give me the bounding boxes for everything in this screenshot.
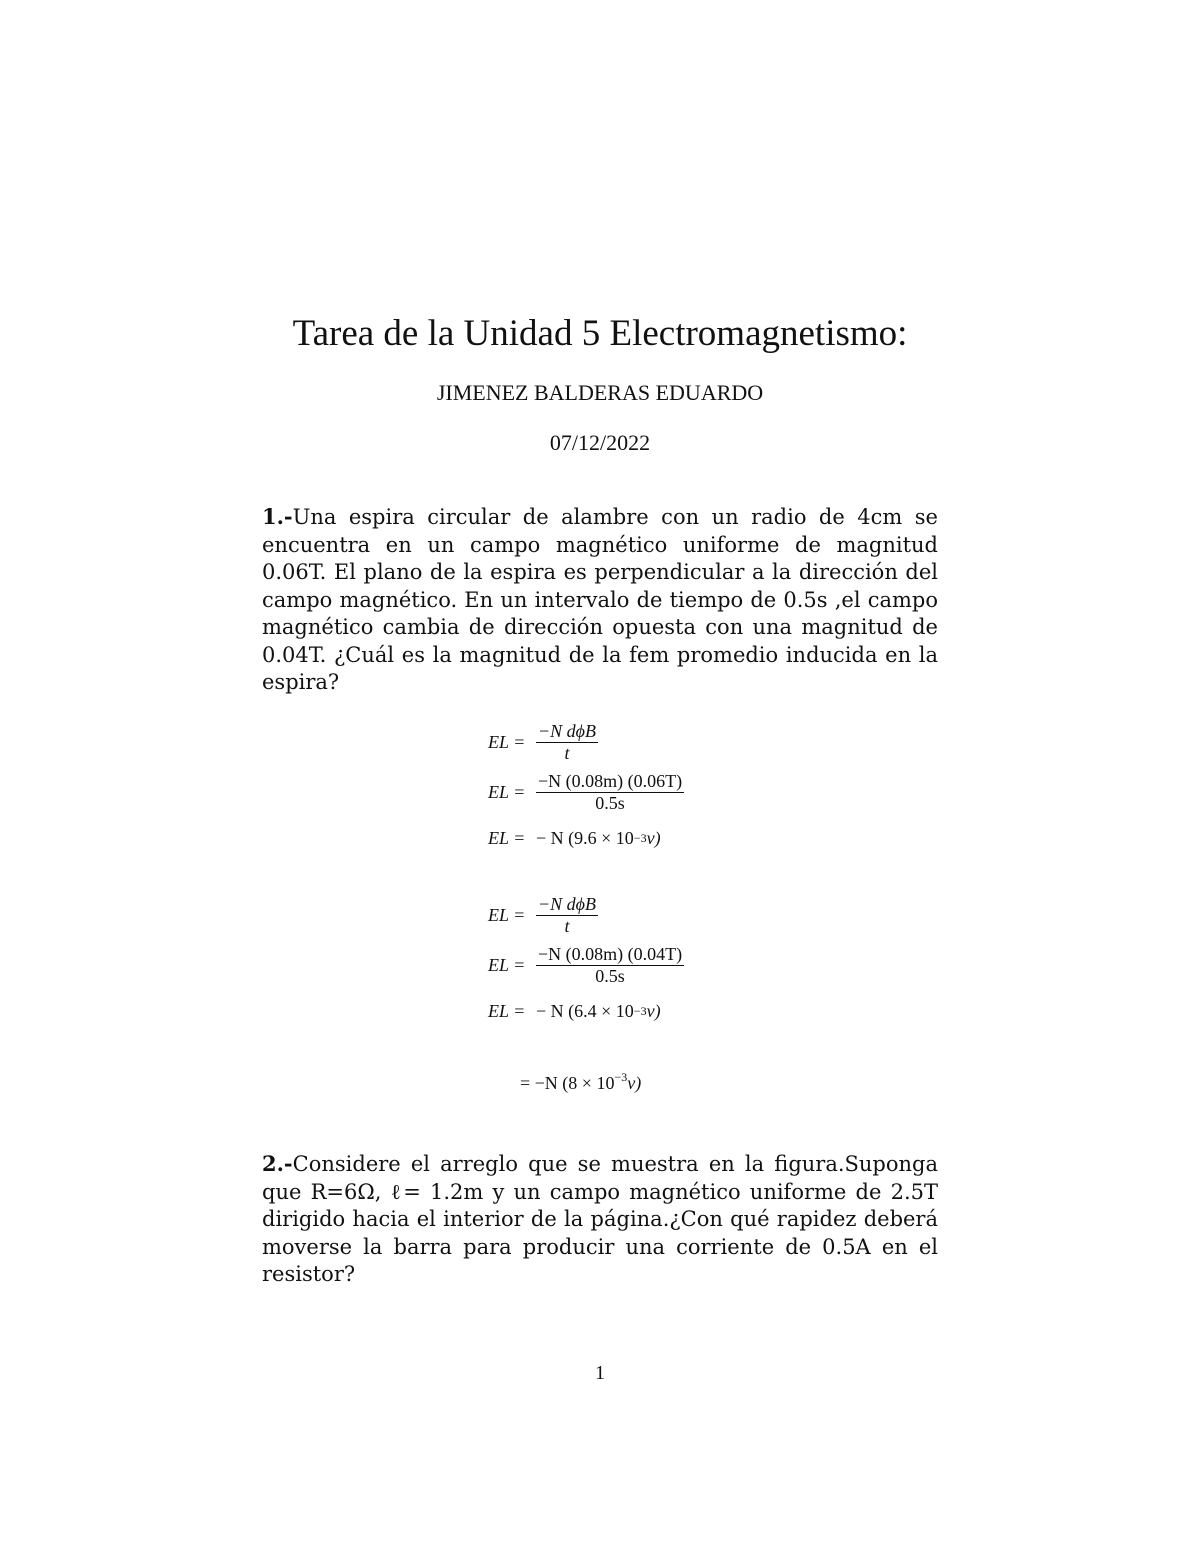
final-result-equation	[520, 1070, 641, 1094]
equation-1-line-1	[488, 720, 598, 764]
fraction-denominator: 0.5s	[595, 965, 625, 986]
problem-2-text: Considere el arreglo que se muestra en la figura.Suponga que R=6Ω, ℓ= 1.2m y un campo magnético uniforme de 2.5T dirigido hacia el interior de la página.¿Con qué rapidez deberá moverse la barra para producir una corriente de 0.5A en el resistor?	[262, 1152, 938, 1286]
exponent: −3	[633, 1003, 647, 1018]
fraction-denominator: 0.5s	[595, 792, 625, 813]
fraction-denominator: t	[564, 742, 570, 763]
fraction-numerator: −N dϕB	[538, 893, 596, 914]
equation-lhs: EL =	[488, 954, 526, 975]
fraction-numerator: −N (0.08m) (0.04T)	[538, 943, 683, 964]
equation-2-line-2	[488, 943, 684, 987]
equation-lhs: EL =	[488, 1000, 526, 1021]
fraction-denominator: t	[564, 915, 570, 936]
author-name: JIMENEZ BALDERAS EDUARDO	[436, 380, 764, 405]
exponent: −3	[633, 830, 647, 845]
equation-rhs: − N (9.6 × 10	[536, 827, 634, 848]
equation-2-line-3	[488, 989, 661, 1033]
document-title: Tarea de la Unidad 5 Electromagnetismo:	[292, 313, 908, 354]
problem-1-text: Una espira circular de alambre con un radio de 4cm se encuentra en un campo magnético uniforme de magnitud 0.06T. El plano de la espira es perpendicular a la dirección del campo magnético. En un intervalo de tiempo de 0.5s ,el campo magnético cambia de dirección opuesta con una magnitud de 0.04T. ¿Cuál es la magnitud de la fem promedio inducida en la espira?	[262, 505, 938, 694]
problem-2-number: 2.-	[262, 1151, 293, 1176]
fraction-numerator: −N dϕB	[538, 720, 596, 741]
problem-1	[262, 503, 938, 697]
equation-1-line-3	[488, 816, 661, 860]
equation-1-line-2	[488, 770, 684, 814]
equation-lhs: EL =	[488, 904, 526, 925]
equation-unit: v)	[646, 827, 661, 848]
fraction	[536, 771, 684, 814]
equation-rhs: − N (6.4 × 10	[536, 1000, 634, 1021]
fraction	[536, 944, 684, 987]
equation-unit: v)	[646, 1000, 661, 1021]
problem-2	[262, 1150, 938, 1289]
exponent: −3	[614, 1070, 628, 1084]
fraction-numerator: −N (0.08m) (0.06T)	[538, 770, 683, 791]
final-result-text: = −N (8 × 10	[520, 1073, 615, 1093]
final-result-unit: v)	[627, 1073, 642, 1093]
equation-lhs: EL =	[488, 731, 526, 752]
problem-1-number: 1.-	[262, 504, 293, 529]
equation-lhs: EL =	[488, 827, 526, 848]
equation-lhs: EL =	[488, 781, 526, 802]
equation-2-line-1	[488, 893, 598, 937]
page-number: 1	[595, 1362, 605, 1384]
document-date: 07/12/2022	[549, 430, 651, 455]
fraction	[536, 894, 598, 937]
fraction	[536, 721, 598, 764]
